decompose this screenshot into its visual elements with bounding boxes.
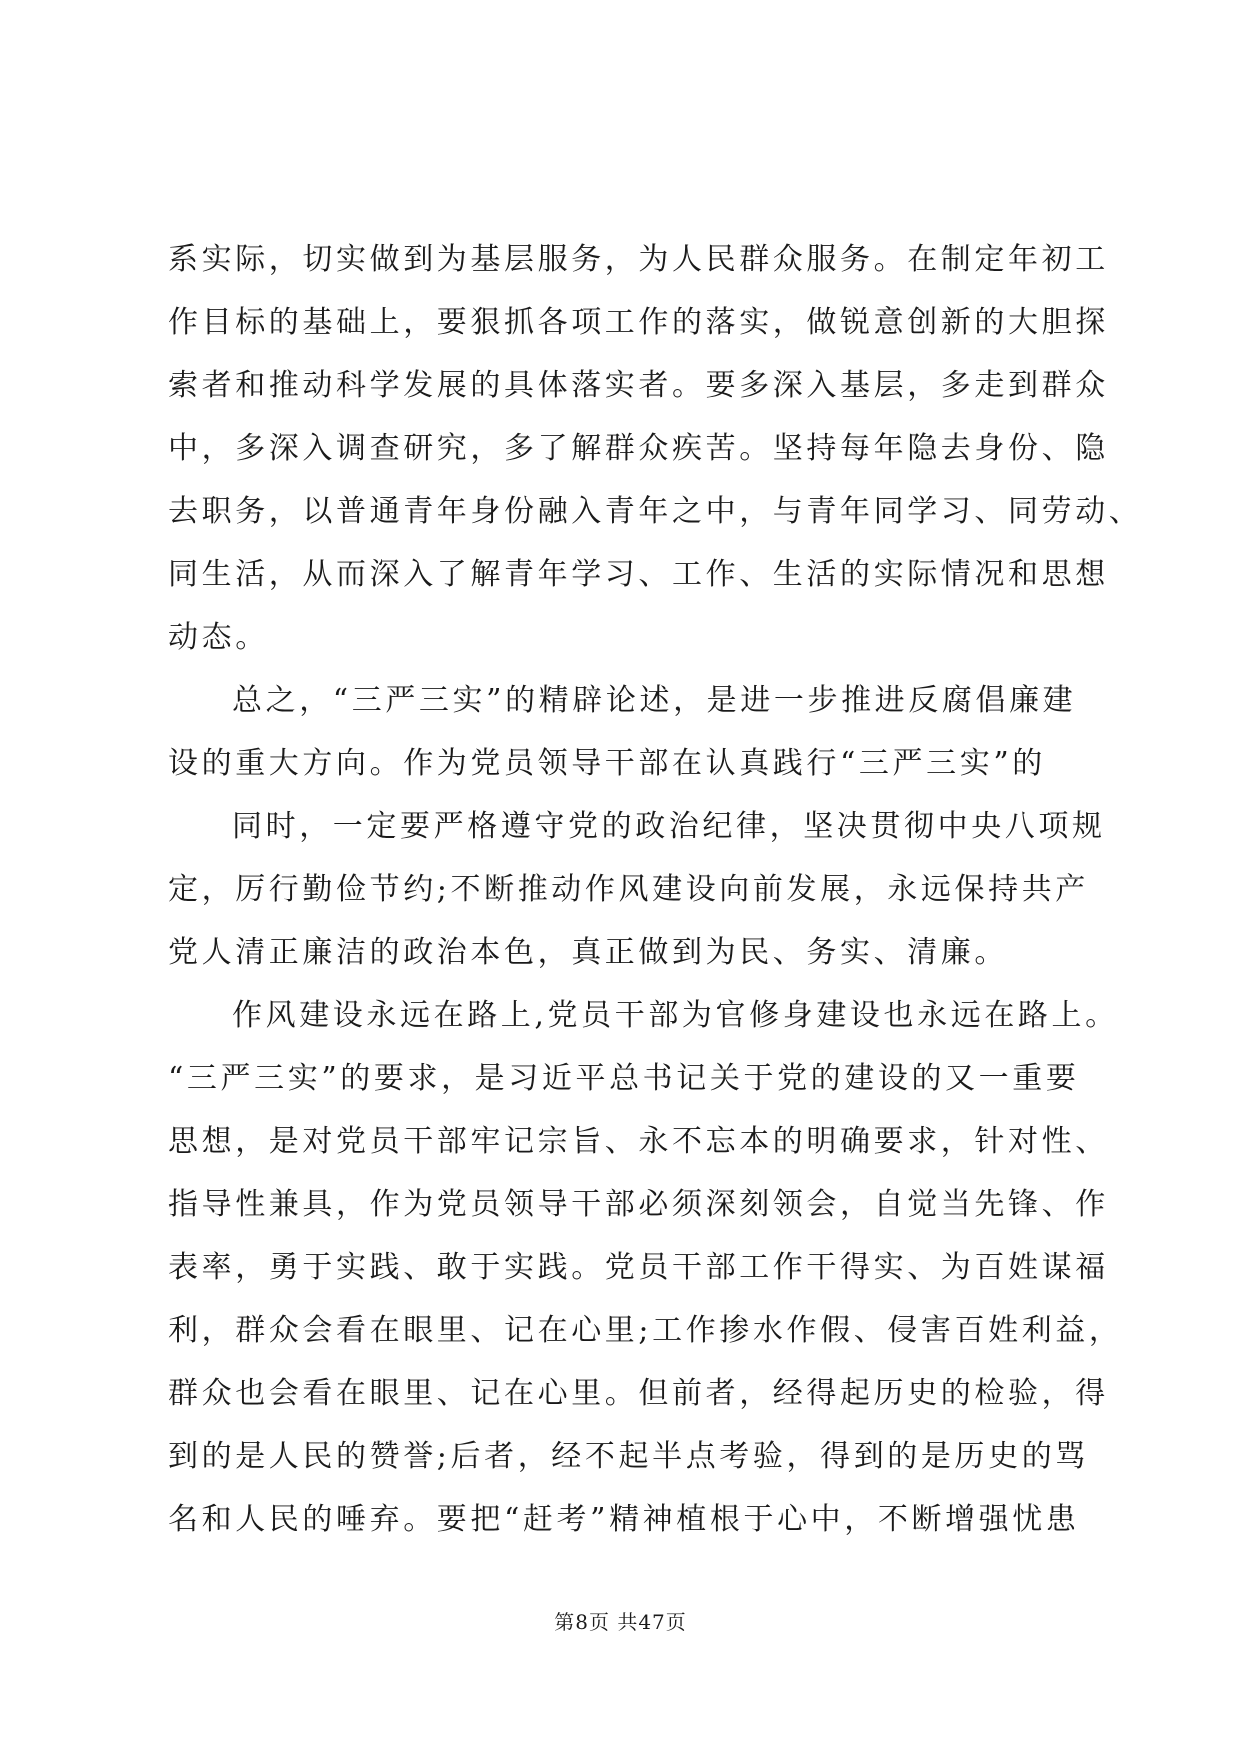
paragraph-start-line: 作风建设永远在路上,党员干部为官修身建设也永远在路上。 [232,998,1119,1033]
text-line: 到的是人民的赞誉;后者，经不起半点考验，得到的是历史的骂 [168,1439,1089,1474]
text-line: 作目标的基础上，要狠抓各项工作的落实，做锐意创新的大胆探 [168,305,1109,340]
page-number-footer: 第8页 共47页 [554,1610,687,1634]
text-line: 党人清正廉洁的政治本色，真正做到为民、务实、清廉。 [168,935,1008,970]
text-line: 定，厉行勤俭节约;不断推动作风建设向前发展，永远保持共产 [168,872,1089,907]
paragraph-start-line: 同时，一定要严格遵守党的政治纪律，坚决贯彻中央八项规 [232,809,1106,844]
text-line: 思想，是对党员干部牢记宗旨、永不忘本的明确要求，针对性、 [168,1124,1109,1159]
text-line: 设的重大方向。作为党员领导干部在认真践行“三严三实”的 [168,746,1046,781]
text-line: 索者和推动科学发展的具体落实者。要多深入基层，多走到群众 [168,368,1109,403]
text-line: 系实际，切实做到为基层服务，为人民群众服务。在制定年初工 [168,242,1109,277]
body-text [168,228,1143,1551]
text-line: 指导性兼具，作为党员领导干部必须深刻领会，自觉当先锋、作 [168,1187,1109,1222]
text-line: “三严三实”的要求，是习近平总书记关于党的建设的又一重要 [168,1061,1080,1096]
text-line: 名和人民的唾弃。要把“赶考”精神植根于心中，不断增强忧患 [168,1502,1080,1537]
text-line: 去职务，以普通青年身份融入青年之中，与青年同学习、同劳动、 [168,494,1143,529]
text-line: 动态。 [168,620,269,655]
paragraph-start-line: 总之，“三严三实”的精辟论述，是进一步推进反腐倡廉建 [232,683,1077,718]
text-line: 利，群众会看在眼里、记在心里;工作掺水作假、侵害百姓利益， [168,1313,1123,1348]
text-line: 群众也会看在眼里、记在心里。但前者，经得起历史的检验，得 [168,1376,1109,1411]
text-line: 表率，勇于实践、敢于实践。党员干部工作干得实、为百姓谋福 [168,1250,1109,1285]
text-line: 中，多深入调查研究，多了解群众疾苦。坚持每年隐去身份、隐 [168,431,1109,466]
text-line: 同生活，从而深入了解青年学习、工作、生活的实际情况和思想 [168,557,1109,592]
